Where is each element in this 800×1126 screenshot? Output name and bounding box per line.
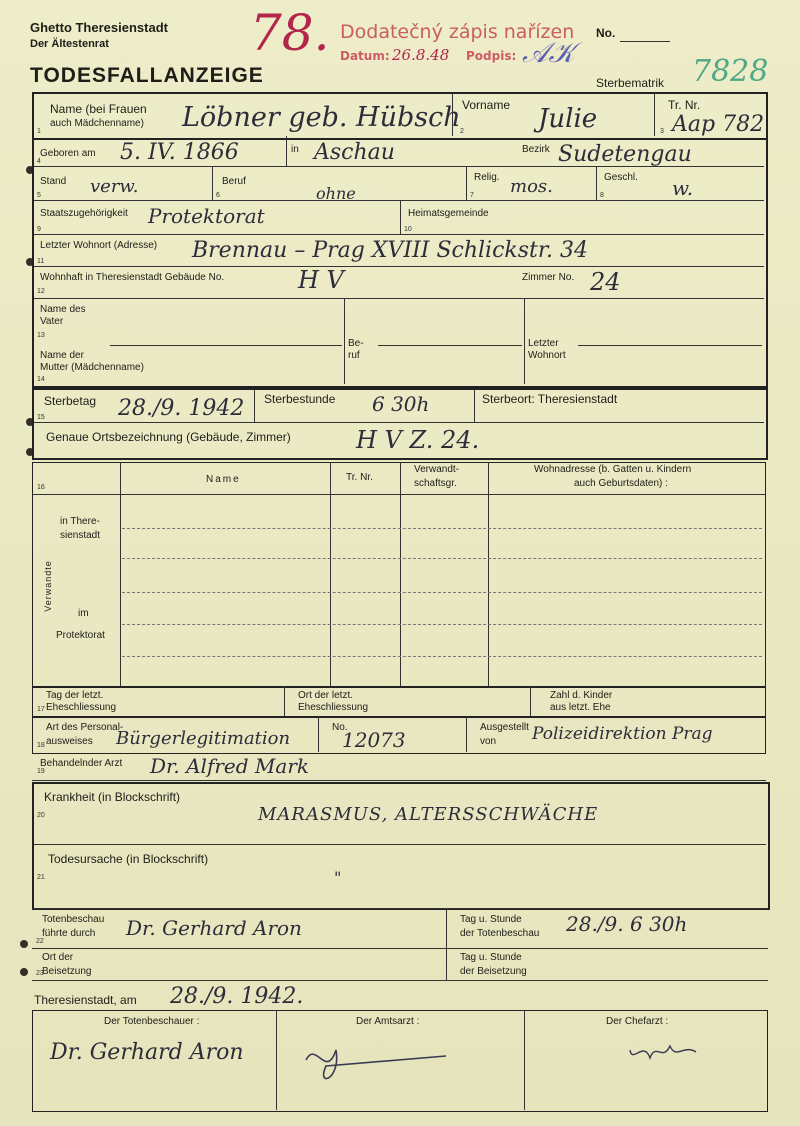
field-index: 19: [37, 768, 45, 775]
punch-hole: [20, 940, 28, 948]
in-label: in: [291, 144, 299, 155]
divider: [400, 200, 401, 234]
geschl-label: Geschl.: [604, 172, 638, 183]
letzter-wohnort-label-1: Letzter: [528, 338, 559, 349]
divider: [34, 422, 764, 423]
divider: [34, 844, 766, 845]
divider: [318, 716, 319, 752]
divider: [530, 686, 531, 716]
stamp-datum-label: Datum:: [340, 49, 390, 63]
divider: [654, 94, 655, 136]
field-index: 21: [37, 874, 45, 881]
beschau-zeit-label-2: der Totenbeschau: [460, 928, 540, 939]
trnr-label: Tr. Nr.: [668, 98, 701, 112]
parent-beruf-label-1: Be-: [348, 338, 364, 349]
stamp-datum-value: 26.8.48: [392, 46, 450, 64]
wohnort-value: Brennau – Prag XVIII Schlickstr. 34: [192, 238, 588, 263]
rel-col-adr-2: auch Geburtsdaten) :: [574, 478, 668, 489]
beruf-label: Beruf: [222, 176, 246, 187]
vorname-value: Julie: [538, 104, 598, 134]
rel-col-verw-1: Verwandt-: [414, 464, 460, 475]
divider: [254, 390, 255, 422]
rel-col-name: Name: [206, 474, 241, 485]
heimat-label: Heimatsgemeinde: [408, 208, 489, 219]
field-index: 6: [216, 192, 220, 199]
ausweis-art-value: Bürgerlegitimation: [116, 728, 291, 749]
divider: [488, 462, 489, 686]
rel-im-1: im: [78, 608, 89, 619]
field-index: 5: [37, 192, 41, 199]
geschl-value: w.: [672, 176, 694, 200]
field-index: 23: [36, 970, 44, 977]
marriage-ort-label-1: Ort der letzt.: [298, 690, 354, 701]
sterbestunde-value: 6 30h: [372, 392, 430, 416]
field-index: 10: [404, 226, 412, 233]
rel-im-2: Protektorat: [56, 630, 105, 641]
field-index: 11: [37, 258, 45, 265]
beschau-durch-value: Dr. Gerhard Aron: [126, 916, 302, 940]
divider: [32, 908, 768, 909]
ausweis-ausgestellt-value: Polizeidirektion Prag: [532, 724, 713, 744]
field-index: 8: [600, 192, 604, 199]
stamp-podpis-label: Podpis:: [466, 49, 517, 63]
divider: [400, 462, 401, 686]
vater-label-2: Vater: [40, 316, 64, 327]
no-label: No.: [596, 26, 616, 40]
divider: [110, 345, 342, 346]
row-rule: [122, 592, 762, 593]
beschau-durch-label-2: führte durch: [42, 928, 96, 939]
marriage-ort-label-2: Eheschliessung: [298, 702, 369, 713]
divider: [286, 136, 287, 166]
ausweis-ausgestellt-label-2: von: [480, 736, 497, 747]
divider: [212, 166, 213, 200]
chefarzt-signature: [626, 1030, 706, 1070]
bezirk-value: Sudetengau: [558, 142, 692, 167]
rel-in-there-2: sienstadt: [60, 530, 101, 541]
krankheit-label: Krankheit (in Blockschrift): [44, 790, 181, 804]
row-rule: [122, 656, 762, 657]
stamp-line-1: Dodatečný zápis nařízen: [340, 21, 575, 43]
beschau-durch-label-1: Totenbeschau: [42, 914, 105, 925]
divider: [120, 462, 121, 686]
punch-hole: [20, 968, 28, 976]
beisetzung-ort-label-2: Beisetzung: [42, 966, 92, 977]
name-value: Löbner geb. Hübsch: [182, 102, 461, 133]
row-rule: [122, 528, 762, 529]
beschau-zeit-value: 28./9. 6 30h: [566, 912, 688, 936]
ursache-value: ": [334, 868, 342, 887]
ausweis-art-label-2: ausweises: [46, 736, 93, 747]
form-title: TODESFALLANZEIGE: [30, 64, 264, 87]
rel-col-verw-2: schaftsgr.: [414, 478, 457, 489]
field-index: 16: [37, 484, 45, 491]
divider: [466, 716, 467, 752]
divider: [466, 166, 467, 200]
vater-label-1: Name des: [40, 304, 86, 315]
divider: [524, 1010, 525, 1110]
letzter-wohnort-label-2: Wohnort: [528, 350, 566, 361]
field-index: 14: [37, 376, 45, 383]
field-index: 9: [37, 226, 41, 233]
divider: [32, 980, 768, 981]
name-label-2: auch Mädchenname): [50, 118, 144, 129]
beschau-zeit-label-1: Tag u. Stunde: [460, 914, 522, 925]
sig-amtsarzt-label: Der Amtsarzt :: [356, 1016, 420, 1027]
field-index: 15: [37, 414, 45, 421]
staat-value: Protektorat: [148, 204, 265, 228]
divider: [596, 166, 597, 200]
field-index: 3: [660, 128, 664, 135]
divider: [284, 686, 285, 716]
stand-value: verw.: [90, 176, 139, 197]
row-rule: [122, 558, 762, 559]
mutter-label-1: Name der: [40, 350, 84, 361]
no-underline: [620, 41, 670, 42]
rel-side-label: Verwandte: [42, 560, 53, 612]
beisetzung-zeit-label-2: der Beisetzung: [460, 966, 527, 977]
divider: [34, 266, 764, 267]
divider: [446, 908, 447, 980]
ausweis-no-label: No.: [332, 722, 348, 733]
zimmer-value: 24: [590, 268, 621, 296]
sterbeort-label: Sterbeort: Theresienstadt: [482, 392, 618, 406]
divider: [524, 298, 525, 384]
org-line-2: Der Ältestenrat: [30, 38, 109, 50]
ortsbez-value: H V Z. 24.: [356, 426, 480, 454]
arzt-label: Behandelnder Arzt: [40, 758, 123, 769]
relatives-table: [32, 462, 766, 688]
mutter-label-2: Mutter (Mädchenname): [40, 362, 144, 373]
big-handwritten-number: 78.: [250, 4, 330, 62]
stamp-signature: 𝒜𝒦: [522, 36, 575, 69]
in-value: Aschau: [314, 140, 395, 165]
beisetzung-ort-label-1: Ort der: [42, 952, 74, 963]
rel-col-adr-1: Wohnadresse (b. Gatten u. Kindern: [534, 464, 692, 475]
ausweis-no-value: 12073: [342, 728, 406, 752]
field-index: 4: [37, 158, 41, 165]
amtsarzt-signature: [296, 1030, 476, 1090]
field-index: 7: [470, 192, 474, 199]
parent-beruf-label-2: ruf: [348, 350, 360, 361]
field-index: 12: [37, 288, 45, 295]
marriage-kinder-label-2: aus letzt. Ehe: [550, 702, 611, 713]
org-line-1: Ghetto Theresienstadt: [30, 20, 168, 35]
field-index: 13: [37, 332, 45, 339]
divider: [32, 948, 768, 949]
trnr-value: Aap 782: [672, 112, 765, 137]
divider: [32, 780, 766, 781]
sterbestunde-label: Sterbestunde: [264, 392, 336, 406]
stand-label: Stand: [40, 176, 67, 187]
ausweis-ausgestellt-label-1: Ausgestellt: [480, 722, 529, 733]
rel-in-there-1: in There-: [60, 516, 100, 527]
marriage-tag-label-1: Tag der letzt.: [46, 690, 104, 701]
wohnhaft-label: Wohnhaft in Theresienstadt Gebäude No.: [40, 272, 225, 283]
divider: [474, 390, 475, 422]
field-index: 18: [37, 742, 45, 749]
bezirk-label: Bezirk: [522, 144, 550, 155]
name-label-1: Name (bei Frauen: [50, 102, 147, 116]
field-index: 17: [37, 706, 45, 713]
sig-chefarzt-label: Der Chefarzt :: [606, 1016, 669, 1027]
staat-label: Staatszugehörigkeit: [40, 208, 128, 219]
field-index: 20: [37, 812, 45, 819]
marriage-row: [32, 686, 766, 718]
divider: [378, 345, 522, 346]
rel-col-trnr: Tr. Nr.: [346, 472, 373, 483]
arzt-value: Dr. Alfred Mark: [150, 754, 309, 778]
geboren-value: 5. IV. 1866: [120, 140, 239, 165]
sterbematrik-label: Sterbematrik: [596, 76, 665, 90]
krankheit-value: MARASMUS, ALTERSSCHWÄCHE: [258, 804, 599, 825]
ursache-label: Todesursache (in Blockschrift): [48, 852, 209, 866]
sig-totenbeschauer-label: Der Totenbeschauer :: [104, 1016, 200, 1027]
wohnort-label: Letzter Wohnort (Adresse): [40, 240, 158, 251]
beisetzung-zeit-label-1: Tag u. Stunde: [460, 952, 522, 963]
divider: [34, 234, 764, 235]
divider: [344, 298, 345, 384]
row-rule: [122, 624, 762, 625]
geboren-label: Geboren am: [40, 148, 96, 159]
place-date: 28./9. 1942.: [170, 984, 304, 1009]
zimmer-label: Zimmer No.: [522, 272, 575, 283]
sterbematrik-value: 7828: [692, 54, 769, 89]
sterbetag-value: 28./9. 1942: [118, 396, 245, 421]
vorname-label: Vorname: [462, 98, 511, 112]
divider: [34, 200, 764, 201]
ausweis-art-label-1: Art des Personal-: [46, 722, 124, 733]
beruf-value: ohne: [316, 184, 356, 203]
divider: [276, 1010, 277, 1110]
place-label: Theresienstadt, am: [34, 993, 137, 1007]
marriage-tag-label-2: Eheschliessung: [46, 702, 117, 713]
field-index: 2: [460, 128, 464, 135]
divider: [32, 494, 765, 495]
ortsbez-label: Genaue Ortsbezeichnung (Gebäude, Zimmer): [46, 430, 291, 444]
divider: [330, 462, 331, 686]
sig-totenbeschauer-value: Dr. Gerhard Aron: [50, 1040, 244, 1065]
relig-label: Relig.: [474, 172, 500, 183]
wohnhaft-value: H V: [298, 266, 344, 294]
divider: [578, 345, 762, 346]
sterbetag-label: Sterbetag: [44, 394, 97, 408]
relig-value: mos.: [510, 176, 553, 197]
marriage-kinder-label-1: Zahl d. Kinder: [550, 690, 613, 701]
field-index: 1: [37, 128, 41, 135]
field-index: 22: [36, 938, 44, 945]
divider: [34, 298, 764, 299]
